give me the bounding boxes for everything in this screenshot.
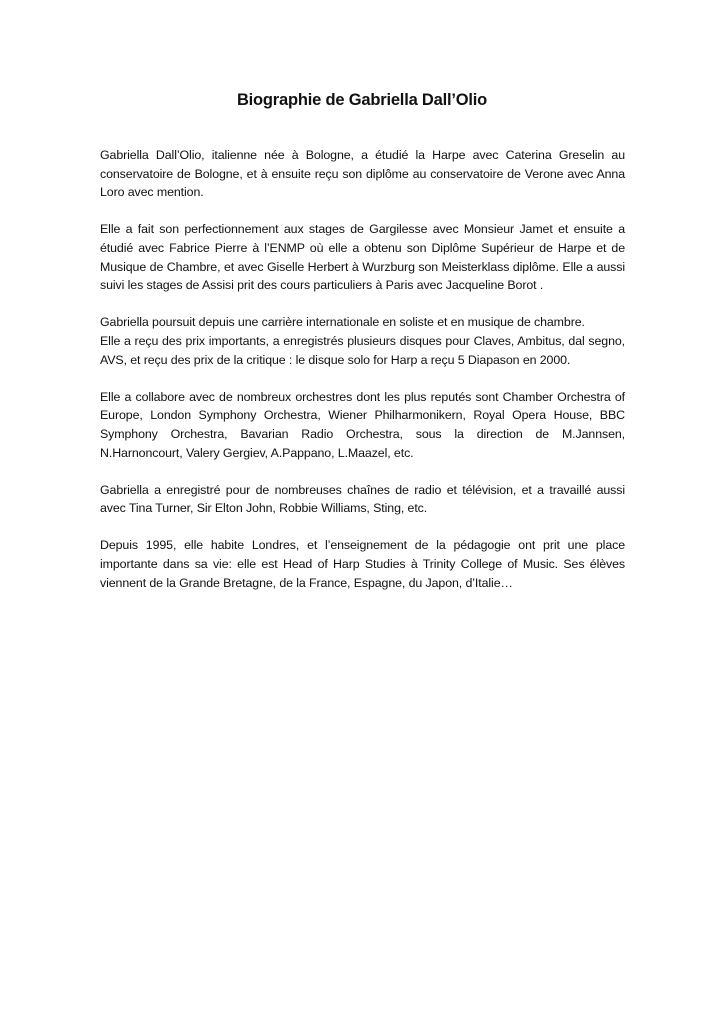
document-title: Biographie de Gabriella Dall’Olio [236,91,488,109]
paragraph-media: Gabriella a enregistré pour de nombreuses chaînes de radio et télévision, et a travaillé aussi avec Tina Turner, Sir Elton John, Robbie Williams, Sting, etc. [100,482,625,516]
document-body [100,146,625,611]
paragraph-education: Gabriella Dall’Olio, italienne née à Bologne, a étudié la Harpe avec Caterina Greselin au conservatoire de Bologne, et à ensuite reçu son diplôme au conservatoire de Verone avec Anna Loro avec mention. [100,148,625,200]
paragraph-orchestras: Elle a collabore avec de nombreux orchestres dont les plus reputés sont Chamber Orchestra of Europe, London Symphony Orchestra, Wiener Philharmonikern, Royal Opera House, BBC Symphony Orchestra, Bavarian Radio Orchestra, sous la direction de M.Jannsen, N.Harnoncourt, Valery Gergiev, A.Pappano, L.Maazel, etc. [100,389,625,460]
paragraph-teaching: Depuis 1995, elle habite Londres, et l’enseignement de la pédagogie ont prit une place importante dans sa vie: elle est Head of Harp Studies à Trinity College of Music. Ses élèves viennent de la Grande Bretagne, de la France, Espagne, du Japon, d’Italie… [100,538,625,590]
paragraph-training: Elle a fait son perfectionnement aux stages de Gargilesse avec Monsieur Jamet et ensuite a étudié avec Fabrice Pierre à l’ENMP où elle a obtenu son Diplôme Supérieur de Harpe et de Musique de Chambre, et avec Giselle Herbert à Wurzburg son Meisterklass diplôme. Elle a aussi suivi les stages de Assisi prit des cours particuliers à Paris avec Jacqueline Borot . [100,222,625,293]
paragraph-career [100,313,625,369]
paragraph-career-intro: Gabriella poursuit depuis une carrière internationale en soliste et en musique de chambre. [100,315,585,330]
paragraph-career-awards: Elle a reçu des prix importants, a enregistrés plusieurs disques pour Claves, Ambitus, dal segno, AVS, et reçu des prix de la critique : le disque solo for Harp a reçu 5 Diapason en 2000. [100,333,625,367]
